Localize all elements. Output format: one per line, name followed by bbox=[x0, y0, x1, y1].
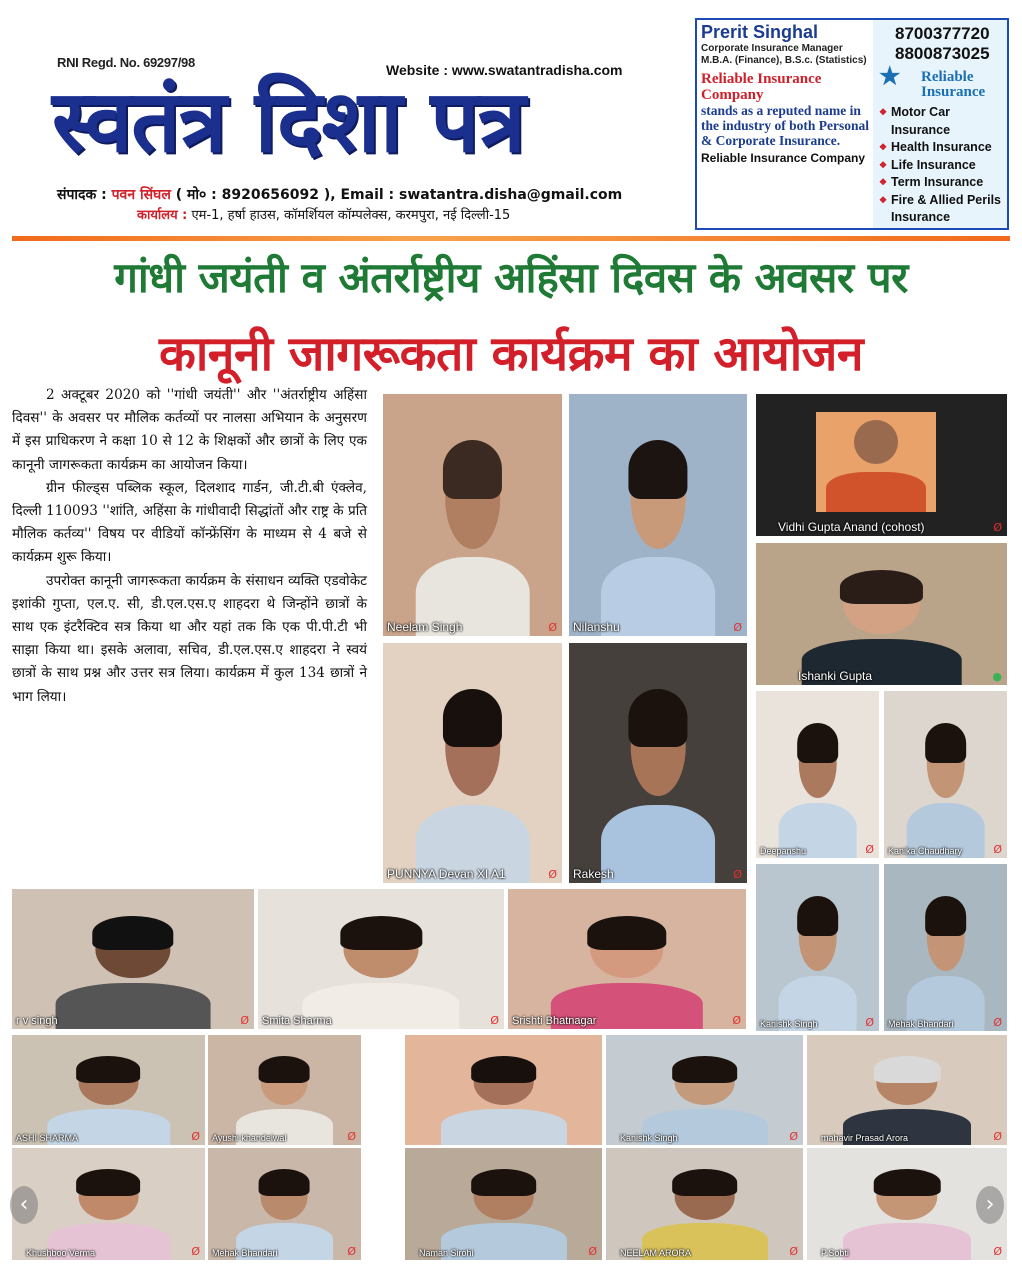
participant-figure bbox=[641, 1164, 767, 1260]
insurance-ad bbox=[695, 18, 1009, 230]
participant-figure bbox=[641, 1050, 767, 1145]
article-paragraph: उपरोक्त कानूनी जागरूकता कार्यक्रम के संसाधन व्यक्ति एडवोकेट इशांकी गुप्ता, एल.ए. सी, डी.एल.एस.ए शाहदरा थे जिन्होंने छात्रों के साथ एक इंटरैक्टिव सत्र किया था और यहां तक कि एक पी.पी.टी भी साझा किया था। इसके अलावा, सचिव, डी.एल.एस.ए शाहदरा ने स्वयं छात्रों के साथ प्रश्न और उत्तर सत्र लिया। कार्यक्रम में कुल 134 छात्रों ने भाग लिया। bbox=[12, 572, 367, 705]
participant-figure bbox=[236, 1050, 334, 1145]
ad-tagline: stands as a reputed name in the industry of both Personal & Corporate Insurance. bbox=[701, 103, 870, 148]
mic-muted-icon: Ø bbox=[548, 868, 557, 881]
participant-figure bbox=[415, 428, 530, 636]
ad-logo bbox=[873, 64, 1007, 100]
participant-name: mahavir Prasad Arora bbox=[821, 1133, 909, 1143]
mic-muted-icon: Ø bbox=[789, 1130, 798, 1143]
video-tile bbox=[208, 1148, 361, 1260]
ad-phone-1: 8700377720 bbox=[895, 24, 990, 43]
participant-figure bbox=[601, 677, 715, 883]
participant-figure bbox=[56, 909, 211, 1029]
previous-arrow-icon[interactable]: ‹ bbox=[10, 1186, 38, 1224]
participant-name: Mehak Bhandari bbox=[212, 1248, 278, 1258]
video-tile bbox=[756, 394, 1007, 536]
ad-left-column bbox=[701, 22, 873, 165]
article-paragraph: 2 अक्टूबर 2020 को ''गांधी जयंती'' और ''अंतर्राष्ट्रीय अहिंसा दिवस'' के अवसर पर मौलिक कर्तव्यों पर नालसा अभियान के अनुसरण में इस प्राधिकरण ने कक्षा 10 से 12 के शिक्षकों और छात्रों के लिए एक कानूनी जागरूकता कार्यक्रम का आयोजन किया। bbox=[12, 387, 367, 473]
editor-contact: ( मो० : 8920656092 ), Email : swatantra.disha@gmail.com bbox=[175, 187, 623, 203]
participant-figure bbox=[778, 887, 857, 1031]
editor-name: पवन सिंघल bbox=[111, 187, 171, 203]
website-url: Website : www.swatantradisha.com bbox=[386, 62, 623, 78]
video-tile bbox=[405, 1035, 602, 1145]
video-tile bbox=[383, 394, 562, 636]
participant-name: Nilanshu bbox=[573, 620, 620, 634]
participant-name: P.Sobti bbox=[821, 1248, 849, 1258]
participant-figure bbox=[906, 714, 985, 858]
participant-name: Vidhi Gupta Anand (cohost) bbox=[778, 520, 925, 534]
participant-figure bbox=[440, 1164, 566, 1260]
mic-muted-icon: Ø bbox=[588, 1245, 597, 1258]
participant-name: Neelam Singh bbox=[387, 620, 463, 634]
video-tile bbox=[12, 1148, 205, 1260]
ad-service-item: ❖ Term Insurance bbox=[879, 174, 1007, 192]
ad-services-list bbox=[873, 104, 1007, 227]
participant-name: NEELAM ARORA bbox=[620, 1248, 692, 1258]
participant-figure bbox=[302, 909, 459, 1029]
video-tile bbox=[569, 643, 747, 883]
video-tile bbox=[258, 889, 504, 1029]
mic-muted-icon: Ø bbox=[993, 1245, 1002, 1258]
ad-phone-2: 8800873025 bbox=[895, 44, 990, 63]
video-tile bbox=[12, 1035, 205, 1145]
ad-company: Reliable Insurance Company bbox=[701, 71, 822, 103]
mic-muted-icon: Ø bbox=[993, 843, 1002, 856]
video-tile bbox=[807, 1035, 1007, 1145]
participant-name: Smita Sharma bbox=[262, 1015, 332, 1027]
participant-video bbox=[816, 412, 936, 512]
video-tile bbox=[12, 889, 254, 1029]
newspaper-title: स्वतंत्र दिशा पत्र bbox=[52, 71, 525, 172]
mic-muted-icon: Ø bbox=[732, 1014, 741, 1027]
video-tile bbox=[884, 864, 1007, 1031]
participant-name: PUNNYA Devan XI A1 bbox=[387, 867, 506, 881]
mic-muted-icon: Ø bbox=[733, 621, 742, 634]
video-tile bbox=[508, 889, 746, 1029]
ad-degrees: M.B.A. (Finance), B.S.c. (Statistics) bbox=[701, 55, 867, 66]
office-line bbox=[137, 205, 510, 223]
mic-muted-icon: Ø bbox=[490, 1014, 499, 1027]
mic-muted-icon: Ø bbox=[191, 1245, 200, 1258]
mic-muted-icon: Ø bbox=[865, 843, 874, 856]
mic-muted-icon: Ø bbox=[240, 1014, 249, 1027]
office-address: एम-1, हर्षा हाउस, कॉमर्शियल कॉम्पलेक्स, करमपुरा, नई दिल्ली-15 bbox=[191, 208, 511, 223]
ad-right-column bbox=[873, 20, 1007, 228]
ad-service-item: ❖ Life Insurance bbox=[879, 157, 1007, 175]
participant-figure bbox=[843, 1050, 971, 1145]
participant-name: Ishanki Gupta bbox=[798, 669, 873, 683]
participant-name: Srishti Bhatnagar bbox=[512, 1015, 597, 1027]
participant-figure bbox=[236, 1164, 334, 1260]
ad-footer: Reliable Insurance Company bbox=[701, 151, 866, 165]
participant-name: Rakesh bbox=[573, 867, 614, 881]
headline-line-1: गांधी जयंती व अंतर्राष्ट्रीय अहिंसा दिवस के अवसर पर bbox=[114, 253, 908, 302]
participant-figure bbox=[801, 563, 962, 685]
participant-name: ASHI SHARMA bbox=[16, 1133, 79, 1143]
rni-number: RNI Regd. No. 69297/98 bbox=[57, 55, 195, 70]
ad-name: Prerit Singhal bbox=[701, 22, 819, 42]
video-tile bbox=[383, 643, 562, 883]
ad-role: Corporate Insurance Manager bbox=[701, 43, 843, 54]
star-logo-icon: ★ bbox=[879, 64, 901, 90]
participant-figure bbox=[47, 1050, 171, 1145]
next-arrow-icon[interactable]: › bbox=[976, 1186, 1004, 1224]
video-tile bbox=[756, 864, 879, 1031]
participant-figure bbox=[551, 909, 703, 1029]
participant-name: Ayushi khandelwal bbox=[212, 1133, 287, 1143]
mic-muted-icon: Ø bbox=[347, 1130, 356, 1143]
participant-figure bbox=[778, 714, 857, 858]
participant-name: Mehak Bhandari bbox=[888, 1019, 954, 1029]
participant-figure bbox=[415, 677, 530, 883]
headline-line-2: कानूनी जागरूकता कार्यक्रम का आयोजन bbox=[159, 326, 863, 382]
mic-muted-icon: Ø bbox=[789, 1245, 798, 1258]
header-divider bbox=[12, 236, 1010, 241]
mic-muted-icon: Ø bbox=[993, 1130, 1002, 1143]
mic-muted-icon: Ø bbox=[548, 621, 557, 634]
editor-line bbox=[57, 185, 622, 204]
participant-figure bbox=[601, 428, 715, 636]
office-label: कार्यालय : bbox=[137, 208, 188, 223]
video-tile bbox=[569, 394, 747, 636]
mic-muted-icon: Ø bbox=[993, 521, 1002, 534]
video-tile bbox=[405, 1148, 602, 1260]
mic-muted-icon: Ø bbox=[733, 868, 742, 881]
participant-figure bbox=[47, 1164, 171, 1260]
participant-figure bbox=[440, 1050, 566, 1145]
ad-service-item: ❖ Motor Car Insurance bbox=[879, 104, 1007, 139]
ad-service-item: ❖ Fire & Allied Perils Insurance bbox=[879, 192, 1007, 227]
video-tile bbox=[606, 1148, 803, 1260]
participant-name: Naman Sirohi bbox=[419, 1248, 474, 1258]
participant-name: Deepanshu bbox=[760, 846, 807, 856]
participant-name: Kanishk Singh bbox=[760, 1019, 818, 1029]
mic-muted-icon: Ø bbox=[865, 1016, 874, 1029]
participant-name: Kanishk Singh bbox=[620, 1133, 678, 1143]
participant-name: Kanika Chaudhary bbox=[888, 846, 963, 856]
ad-service-item: ❖ Health Insurance bbox=[879, 139, 1007, 157]
mic-on-icon: ● bbox=[992, 670, 1002, 683]
video-tile bbox=[208, 1035, 361, 1145]
article-paragraph: ग्रीन फील्ड्स पब्लिक स्कूल, दिलशाद गार्डन, जी.टी.बी एंक्लेव, दिल्ली 110093 ''शांति, अहिंसा के गांधीवादी सिद्धांतों और राष्ट्र के प्रति मौलिक कर्तव्य'' विषय पर वीडियों कॉन्फ्रेंसिंग के माध्यम से 4 बजे से कार्यक्रम शुरू किया। bbox=[12, 479, 367, 566]
participant-figure bbox=[906, 887, 985, 1031]
video-tile bbox=[756, 543, 1007, 685]
mic-muted-icon: Ø bbox=[191, 1130, 200, 1143]
participant-figure bbox=[843, 1164, 971, 1260]
participant-name: r v singh bbox=[16, 1015, 58, 1027]
editor-label: संपादक : bbox=[57, 187, 107, 203]
participant-name: Khushboo Verma bbox=[26, 1248, 96, 1258]
video-tile bbox=[884, 691, 1007, 858]
video-tile bbox=[756, 691, 879, 858]
mic-muted-icon: Ø bbox=[347, 1245, 356, 1258]
video-tile bbox=[606, 1035, 803, 1145]
ad-logo-text: Reliable Insurance bbox=[921, 69, 986, 100]
article-body bbox=[12, 384, 367, 709]
mic-muted-icon: Ø bbox=[993, 1016, 1002, 1029]
